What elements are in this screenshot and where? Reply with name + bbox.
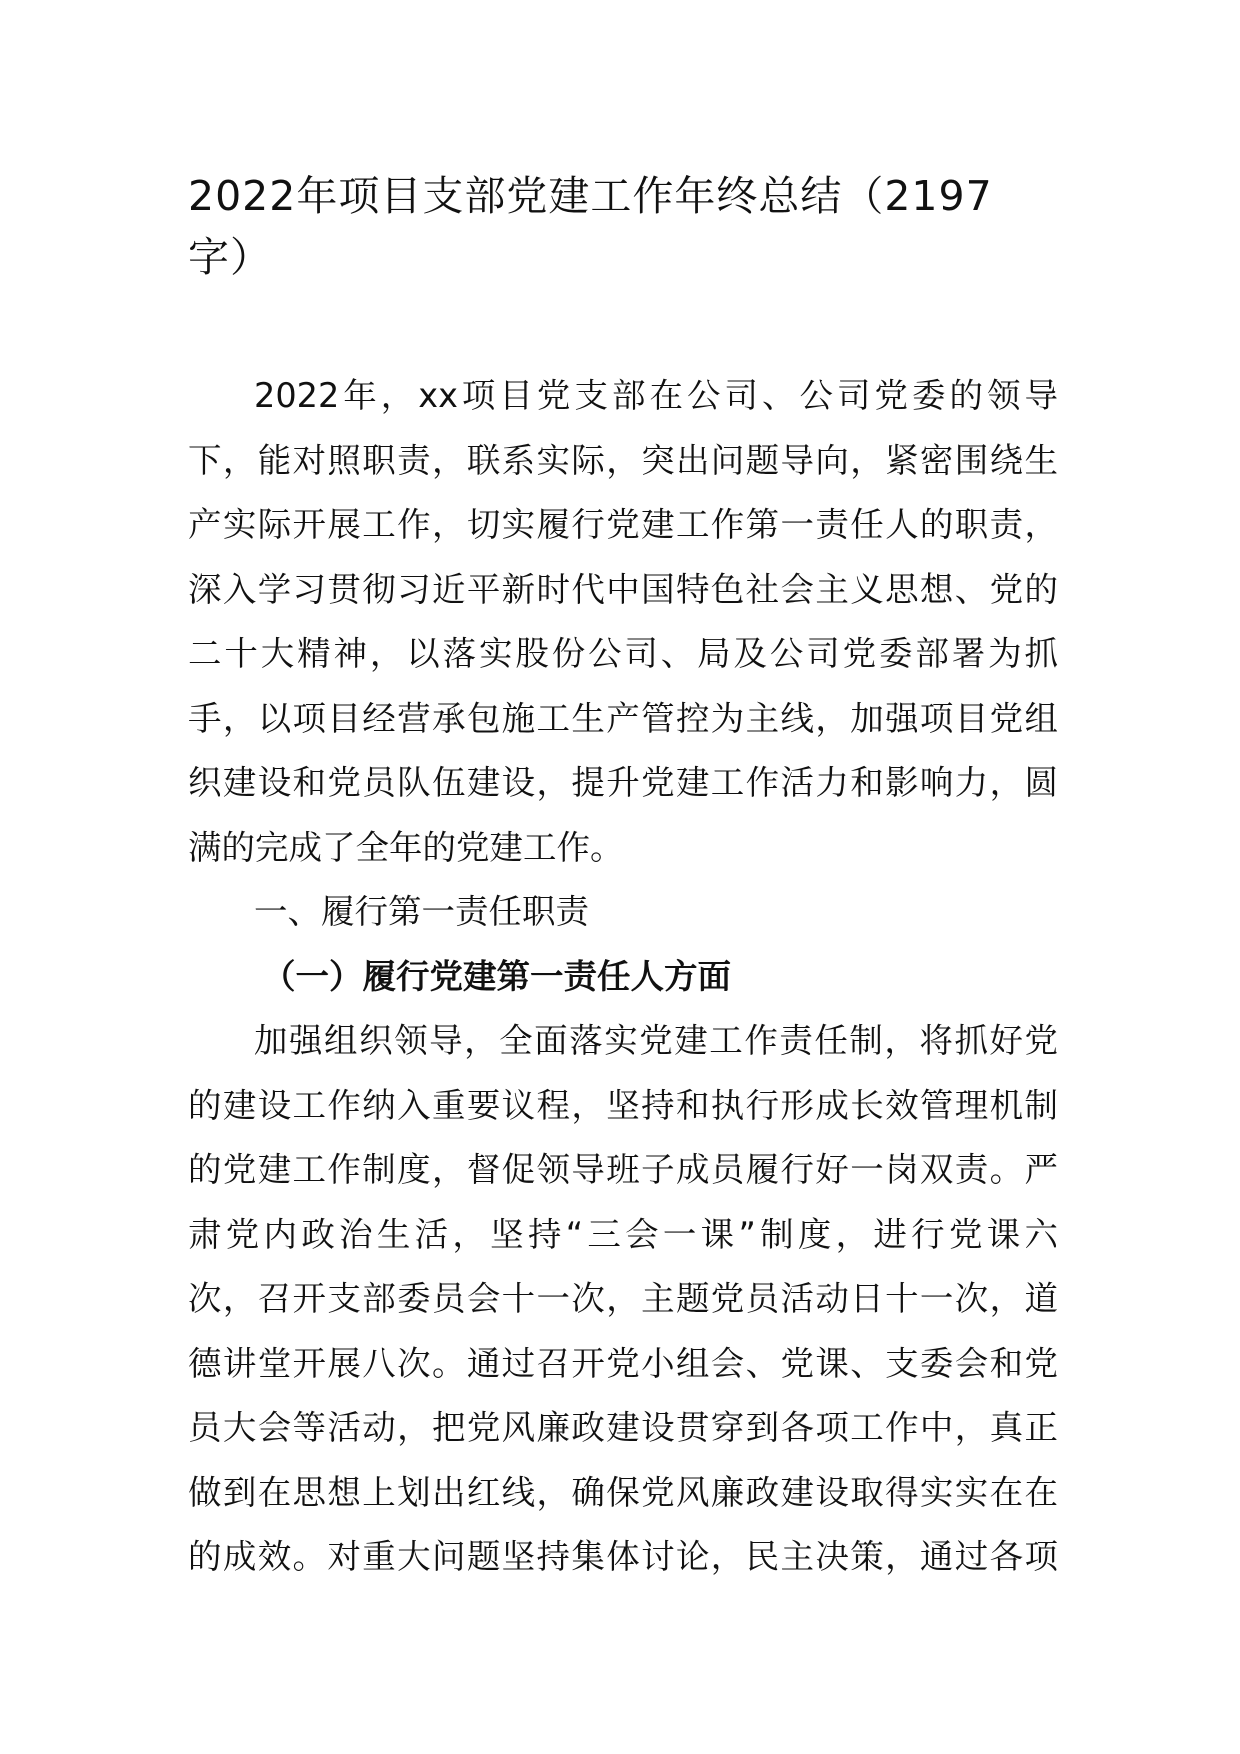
document-body bbox=[188, 364, 1058, 1590]
paragraph-2-line: 的党建工作制度，督促领导班子成员履行好一岗双责。严 bbox=[188, 1150, 1058, 1189]
paragraph-2-line: 的成效。对重大问题坚持集体讨论，民主决策，通过各项 bbox=[188, 1537, 1058, 1576]
paragraph-1-line: 深入学习贯彻习近平新时代中国特色社会主义思想、党的 bbox=[188, 569, 1058, 609]
paragraph-1-line: 二十大精神，以落实股份公司、局及公司党委部署为抓 bbox=[188, 634, 1058, 673]
paragraph-1-line: 手，以项目经营承包施工生产管控为主线，加强项目党组 bbox=[188, 698, 1058, 738]
paragraph-1-line: 织建设和党员队伍建设，提升党建工作活力和影响力，圆 bbox=[188, 763, 1058, 802]
section-heading: 一、履行第一责任职责 bbox=[254, 892, 589, 931]
subsection-heading: （一）履行党建第一责任人方面 bbox=[262, 956, 731, 996]
paragraph-1-line: 满的完成了全年的党建工作。 bbox=[188, 827, 624, 867]
title-line-2: 字） bbox=[188, 233, 272, 281]
paragraph-2-line: 加强组织领导，全面落实党建工作责任制，将抓好党 bbox=[254, 1021, 1058, 1060]
paragraph-1-line: 下，能对照职责，联系实际，突出问题导向，紧密围绕生 bbox=[188, 440, 1058, 480]
document-title bbox=[188, 166, 1068, 288]
paragraph-2-line: 员大会等活动，把党风廉政建设贯穿到各项工作中，真正 bbox=[188, 1408, 1058, 1447]
title-line-1: 2022年项目支部党建工作年终总结（2197 bbox=[188, 172, 993, 220]
paragraph-1-line: 产实际开展工作，切实履行党建工作第一责任人的职责， bbox=[188, 505, 1058, 544]
paragraph-2-line: 肃党内政治生活，坚持“三会一课”制度，进行党课六 bbox=[188, 1214, 1058, 1254]
paragraph-2-line: 德讲堂开展八次。通过召开党小组会、党课、支委会和党 bbox=[188, 1343, 1058, 1383]
paragraph-2-line: 做到在思想上划出红线，确保党风廉政建设取得实实在在 bbox=[188, 1472, 1058, 1512]
paragraph-1-line: 2022年，xx项目党支部在公司、公司党委的领导 bbox=[254, 376, 1058, 415]
paragraph-2-line: 次，召开支部委员会十一次，主题党员活动日十一次，道 bbox=[188, 1279, 1058, 1318]
paragraph-2-line: 的建设工作纳入重要议程，坚持和执行形成长效管理机制 bbox=[188, 1085, 1058, 1125]
